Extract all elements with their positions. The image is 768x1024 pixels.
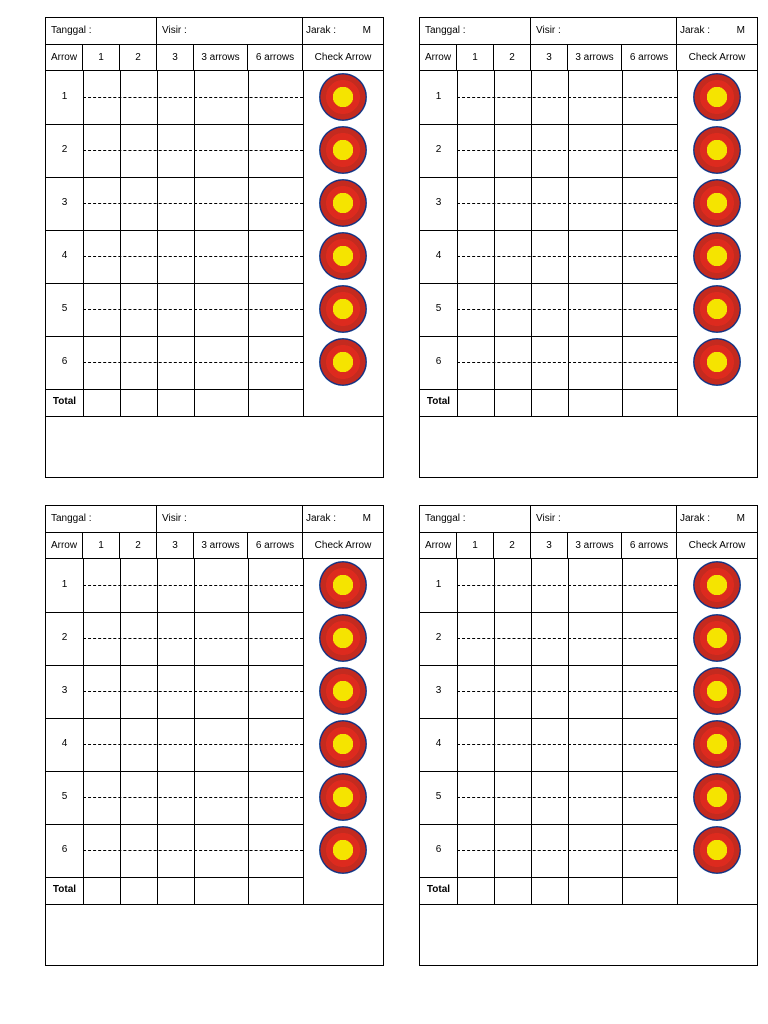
target-face-icon (693, 826, 741, 874)
grid-divider (120, 71, 121, 416)
jarak-field[interactable] (677, 18, 757, 44)
jarak-label: Jarak : (680, 25, 711, 36)
visir-field[interactable]: Visir : (157, 18, 303, 44)
column-header: Check Arrow (314, 52, 372, 63)
row-label: 5 (435, 791, 442, 802)
row-divider (46, 877, 303, 878)
row-divider (46, 177, 303, 178)
target-face-icon (693, 126, 741, 174)
row-label: 3 (435, 685, 442, 696)
card-header (420, 18, 757, 45)
score-entry-line[interactable] (457, 691, 677, 692)
total-label: Total (52, 396, 77, 407)
jarak-unit: M (736, 25, 745, 36)
column-header: 3 arrows (194, 45, 248, 70)
total-label: Total (426, 884, 451, 895)
jarak-unit: M (362, 513, 371, 524)
score-entry-line[interactable] (457, 150, 677, 151)
row-label: 5 (61, 791, 68, 802)
column-header: 2 (120, 45, 157, 70)
jarak-label: Jarak : (306, 513, 337, 524)
grid-divider (248, 559, 249, 904)
score-entry-line[interactable] (83, 150, 303, 151)
target-face-icon (319, 667, 367, 715)
grid-divider (494, 71, 495, 416)
grid-divider (83, 71, 84, 416)
grid-divider (157, 71, 158, 416)
column-header: 6 arrows (248, 533, 303, 558)
column-header-row (420, 533, 757, 559)
target-face-icon (319, 614, 367, 662)
score-entry-line[interactable] (83, 203, 303, 204)
total-label: Total (426, 396, 451, 407)
score-grid (420, 559, 757, 905)
row-label: 4 (435, 738, 442, 749)
row-label: 1 (61, 91, 68, 102)
score-entry-line[interactable] (457, 362, 677, 363)
column-header: 1 (83, 533, 120, 558)
jarak-label: Jarak : (680, 513, 711, 524)
column-header: 3 arrows (568, 533, 622, 558)
row-label: 1 (435, 91, 442, 102)
row-divider (420, 665, 677, 666)
row-label: 3 (435, 197, 442, 208)
row-label: 6 (61, 844, 68, 855)
column-header: Arrow (420, 45, 457, 70)
score-entry-line[interactable] (457, 203, 677, 204)
score-entry-line[interactable] (457, 797, 677, 798)
grid-divider (568, 71, 569, 416)
row-label: 2 (61, 632, 68, 643)
card-header (46, 18, 383, 45)
column-header: 3 arrows (194, 533, 248, 558)
notes-area[interactable] (46, 905, 383, 965)
row-divider (420, 230, 677, 231)
target-face-icon (693, 285, 741, 333)
column-header: Arrow (46, 533, 83, 558)
row-divider (46, 612, 303, 613)
column-header: 1 (457, 533, 494, 558)
column-header: Check Arrow (688, 540, 746, 551)
row-divider (46, 230, 303, 231)
notes-area[interactable] (420, 417, 757, 477)
grid-divider (494, 559, 495, 904)
score-card-bottom-left (45, 505, 384, 966)
score-entry-line[interactable] (457, 850, 677, 851)
target-face-icon (319, 826, 367, 874)
grid-divider (457, 559, 458, 904)
notes-area[interactable] (420, 905, 757, 965)
visir-field[interactable]: Visir : (157, 506, 303, 532)
score-entry-line[interactable] (83, 585, 303, 586)
score-entry-line[interactable] (83, 691, 303, 692)
jarak-label: Jarak : (306, 25, 337, 36)
tanggal-field[interactable]: Tanggal : (46, 18, 157, 44)
column-header: 6 arrows (622, 533, 677, 558)
score-card-bottom-right (419, 505, 758, 966)
score-entry-line[interactable] (83, 256, 303, 257)
score-entry-line[interactable] (457, 256, 677, 257)
row-divider (46, 124, 303, 125)
grid-divider (622, 559, 623, 904)
jarak-field[interactable] (303, 506, 383, 532)
column-header: Check Arrow (314, 540, 372, 551)
column-header: 1 (83, 45, 120, 70)
jarak-unit: M (362, 25, 371, 36)
row-divider (420, 177, 677, 178)
column-header: 6 arrows (622, 45, 677, 70)
target-face-icon (319, 338, 367, 386)
grid-divider (531, 559, 532, 904)
grid-divider (677, 559, 678, 904)
row-label: 6 (435, 356, 442, 367)
row-divider (420, 718, 677, 719)
grid-divider (531, 71, 532, 416)
row-divider (420, 877, 677, 878)
row-divider (46, 389, 303, 390)
score-grid (46, 71, 383, 417)
row-label: 5 (435, 303, 442, 314)
grid-divider (194, 71, 195, 416)
score-entry-line[interactable] (83, 797, 303, 798)
column-header: 2 (120, 533, 157, 558)
row-divider (420, 283, 677, 284)
row-divider (46, 718, 303, 719)
row-label: 1 (61, 579, 68, 590)
grid-divider (157, 559, 158, 904)
row-label: 4 (61, 250, 68, 261)
score-entry-line[interactable] (457, 638, 677, 639)
score-entry-line[interactable] (457, 585, 677, 586)
tanggal-field[interactable]: Tanggal : (46, 506, 157, 532)
row-divider (46, 336, 303, 337)
score-entry-line[interactable] (457, 97, 677, 98)
row-label: 3 (61, 685, 68, 696)
target-face-icon (319, 561, 367, 609)
target-face-icon (693, 232, 741, 280)
column-header-row (46, 45, 383, 71)
score-grid (46, 559, 383, 905)
score-card-top-left (45, 17, 384, 478)
score-entry-line[interactable] (83, 97, 303, 98)
row-label: 2 (61, 144, 68, 155)
column-header: 2 (494, 533, 531, 558)
column-header: 3 (531, 45, 568, 70)
visir-field[interactable]: Visir : (531, 18, 677, 44)
row-divider (420, 612, 677, 613)
score-entry-line[interactable] (457, 744, 677, 745)
target-face-icon (319, 73, 367, 121)
score-entry-line[interactable] (83, 744, 303, 745)
grid-divider (457, 71, 458, 416)
grid-divider (194, 559, 195, 904)
column-header-row (420, 45, 757, 71)
target-face-icon (693, 773, 741, 821)
target-face-icon (693, 720, 741, 768)
score-entry-line[interactable] (83, 638, 303, 639)
row-label: 5 (61, 303, 68, 314)
target-face-icon (319, 720, 367, 768)
grid-divider (622, 71, 623, 416)
column-header: Arrow (420, 533, 457, 558)
column-header-row (46, 533, 383, 559)
row-divider (420, 336, 677, 337)
grid-divider (303, 71, 304, 416)
column-header: 3 arrows (568, 45, 622, 70)
grid-divider (83, 559, 84, 904)
row-label: 1 (435, 579, 442, 590)
target-face-icon (693, 73, 741, 121)
card-header (420, 506, 757, 533)
row-label: 6 (61, 356, 68, 367)
score-entry-line[interactable] (83, 850, 303, 851)
row-divider (46, 824, 303, 825)
card-header (46, 506, 383, 533)
target-face-icon (693, 667, 741, 715)
column-header: Arrow (46, 45, 83, 70)
target-face-icon (693, 338, 741, 386)
jarak-field[interactable] (303, 18, 383, 44)
jarak-unit: M (736, 513, 745, 524)
target-face-icon (319, 232, 367, 280)
row-label: 4 (435, 250, 442, 261)
row-divider (420, 124, 677, 125)
tanggal-field[interactable]: Tanggal : (420, 18, 531, 44)
total-label: Total (52, 884, 77, 895)
target-face-icon (319, 126, 367, 174)
row-label: 4 (61, 738, 68, 749)
target-face-icon (693, 614, 741, 662)
score-entry-line[interactable] (83, 309, 303, 310)
grid-divider (248, 71, 249, 416)
column-header: 3 (531, 533, 568, 558)
target-face-icon (693, 561, 741, 609)
notes-area[interactable] (46, 417, 383, 477)
target-face-icon (693, 179, 741, 227)
tanggal-field[interactable]: Tanggal : (420, 506, 531, 532)
row-label: 6 (435, 844, 442, 855)
score-entry-line[interactable] (83, 362, 303, 363)
score-card-top-right (419, 17, 758, 478)
target-face-icon (319, 179, 367, 227)
grid-divider (677, 71, 678, 416)
row-divider (420, 824, 677, 825)
row-divider (420, 389, 677, 390)
row-divider (46, 771, 303, 772)
column-header: 6 arrows (248, 45, 303, 70)
target-face-icon (319, 773, 367, 821)
row-label: 2 (435, 144, 442, 155)
grid-divider (120, 559, 121, 904)
row-divider (46, 283, 303, 284)
score-grid (420, 71, 757, 417)
column-header: 3 (157, 45, 194, 70)
row-divider (420, 771, 677, 772)
column-header: Check Arrow (688, 52, 746, 63)
column-header: 1 (457, 45, 494, 70)
jarak-field[interactable] (677, 506, 757, 532)
grid-divider (303, 559, 304, 904)
grid-divider (568, 559, 569, 904)
column-header: 3 (157, 533, 194, 558)
row-label: 3 (61, 197, 68, 208)
score-entry-line[interactable] (457, 309, 677, 310)
row-label: 2 (435, 632, 442, 643)
visir-field[interactable]: Visir : (531, 506, 677, 532)
row-divider (46, 665, 303, 666)
column-header: 2 (494, 45, 531, 70)
target-face-icon (319, 285, 367, 333)
